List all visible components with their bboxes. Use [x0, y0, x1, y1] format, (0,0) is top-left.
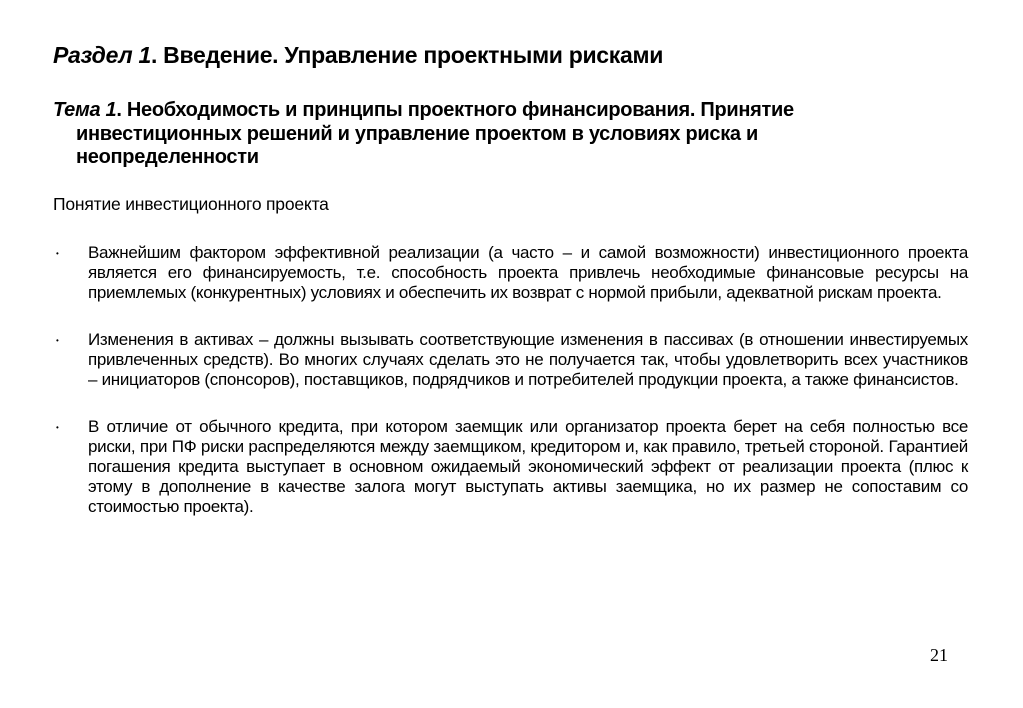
topic-subtitle-label: Тема 1 [53, 99, 117, 121]
topic-subtitle [53, 99, 875, 170]
topic-subtitle-text: . Необходимость и принципы проектного финансирования. Принятие инвестиционных решений и управление проектом в условиях риска и неопределенности [76, 99, 794, 168]
page-title-section-label: Раздел 1 [53, 42, 151, 68]
bullet-text-2: Изменения в активах – должны вызывать соответствующие изменения в пассивах (в отношении инвестируемых привлеченных средств). Во многих случаях сделать это не получается так, чтобы удовлетворить всех участников – инициаторов (спонсоров), поставщиков, подрядчиков и потребителей продукции проекта, а также финансистов. [88, 330, 968, 389]
page-number: 21 [930, 645, 948, 665]
section-heading: Понятие инвестиционного проекта [53, 194, 329, 214]
list-item [53, 330, 968, 390]
page-title-text: . Введение. Управление проектными рисками [150, 42, 664, 68]
page-title [53, 42, 663, 69]
bullet-icon: • [56, 423, 59, 432]
bullet-icon: • [56, 249, 59, 258]
bullet-text-1: Важнейшим фактором эффективной реализации (а часто – и самой возможности) инвестиционного проекта является его финансируемость, т.е. способность проекта привлечь необходимые финансовые ресурсы на приемлемых (конкурентных) условиях и обеспечить их возврат с нормой прибыли, адекватной рискам проекта. [88, 243, 968, 302]
list-item [53, 417, 968, 517]
bullet-text-3: В отличие от обычного кредита, при котором заемщик или организатор проекта берет на себя полностью все риски, при ПФ риски распределяются между заемщиком, кредитором и, как правило, третьей стороной. Гарантией погашения кредита выступает в основном ожидаемый экономический эффект от реализации проекта (плюс к этому в дополнение в качестве залога могут выступать активы заемщика, но их размер не сопоставим со стоимостью проекта). [88, 417, 968, 516]
list-item [53, 243, 968, 303]
bullet-icon: • [56, 336, 59, 345]
bullet-list [53, 243, 968, 544]
